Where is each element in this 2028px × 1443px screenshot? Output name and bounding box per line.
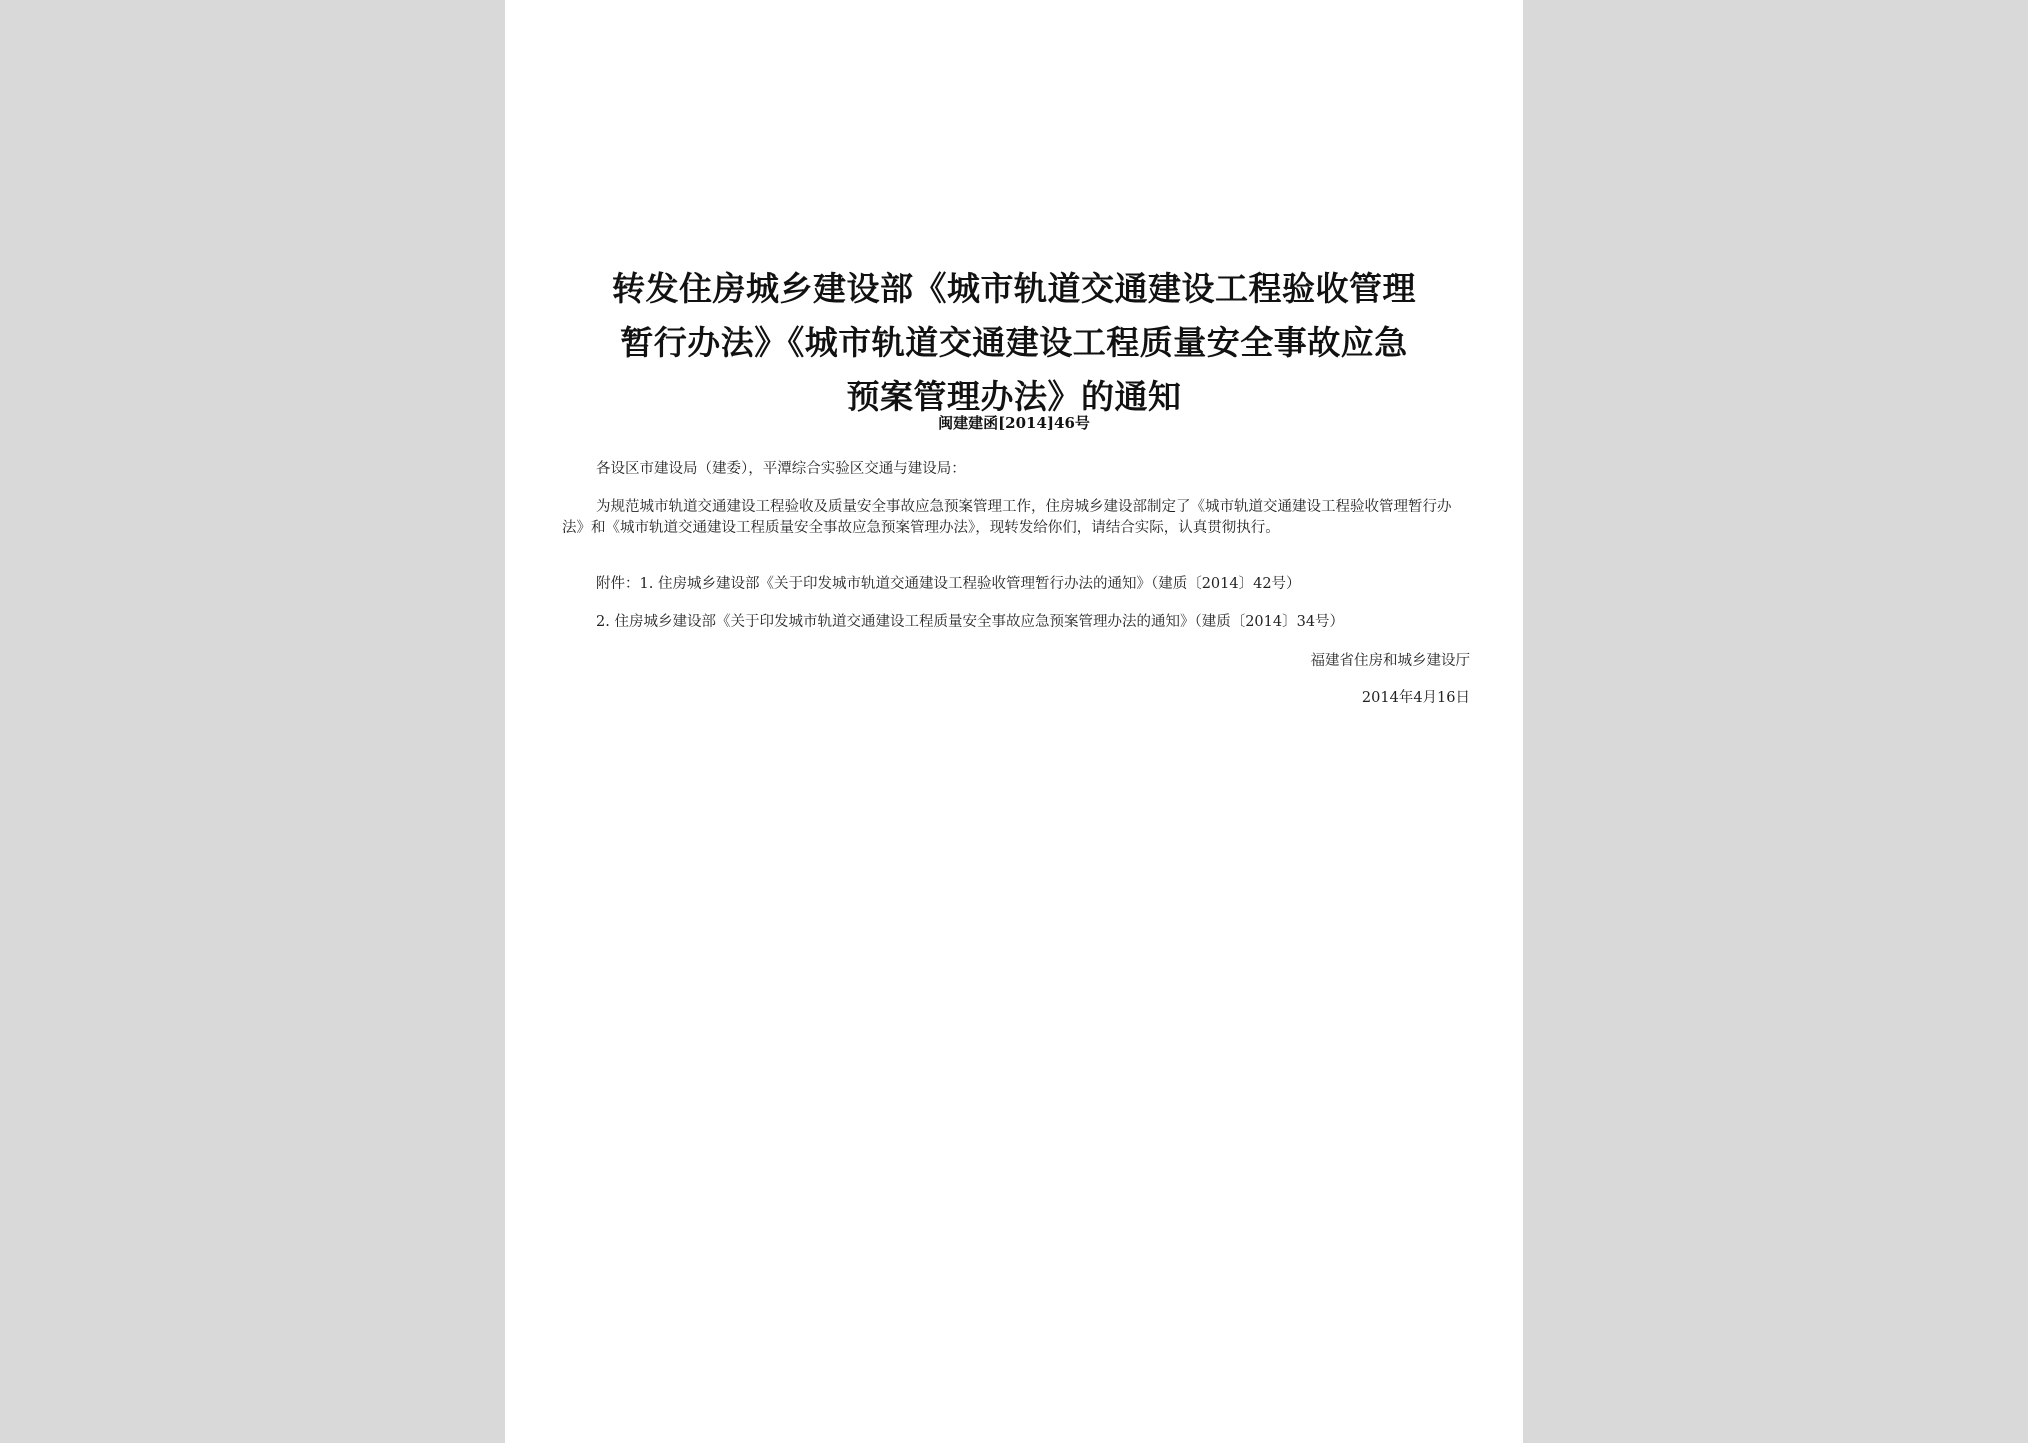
attachment-2: 2. 住房城乡建设部《关于印发城市轨道交通建设工程质量安全事故应急预案管理办法的通知》（建质〔2014〕34号） [596,614,1345,630]
document-title [560,262,1468,424]
title-line-3: 预案管理办法》的通知 [846,377,1182,416]
attachment-1: 附件：1. 住房城乡建设部《关于印发城市轨道交通建设工程验收管理暂行办法的通知》（建质〔2014〕42号） [596,576,1301,592]
title-line-1: 转发住房城乡建设部《城市轨道交通建设工程验收管理 [612,269,1416,308]
issue-date: 2014年4月16日 [1361,690,1470,706]
issuer-signature: 福建省住房和城乡建设厅 [1310,653,1470,669]
salutation: 各设区市建设局（建委），平潭综合实验区交通与建设局： [596,461,966,477]
document-page [505,0,1523,1443]
body-paragraph: 为规范城市轨道交通建设工程验收及质量安全事故应急预案管理工作，住房城乡建设部制定了《城市轨道交通建设工程验收管理暂行办法》和《城市轨道交通建设工程质量安全事故应急预案管理办法》，现转发给你们，请结合实际，认真贯彻执行。 [562,499,1452,536]
document-number: 闽建建函[2014]46号 [938,414,1090,432]
title-line-2: 暂行办法》《城市轨道交通建设工程质量安全事故应急 [620,323,1408,362]
